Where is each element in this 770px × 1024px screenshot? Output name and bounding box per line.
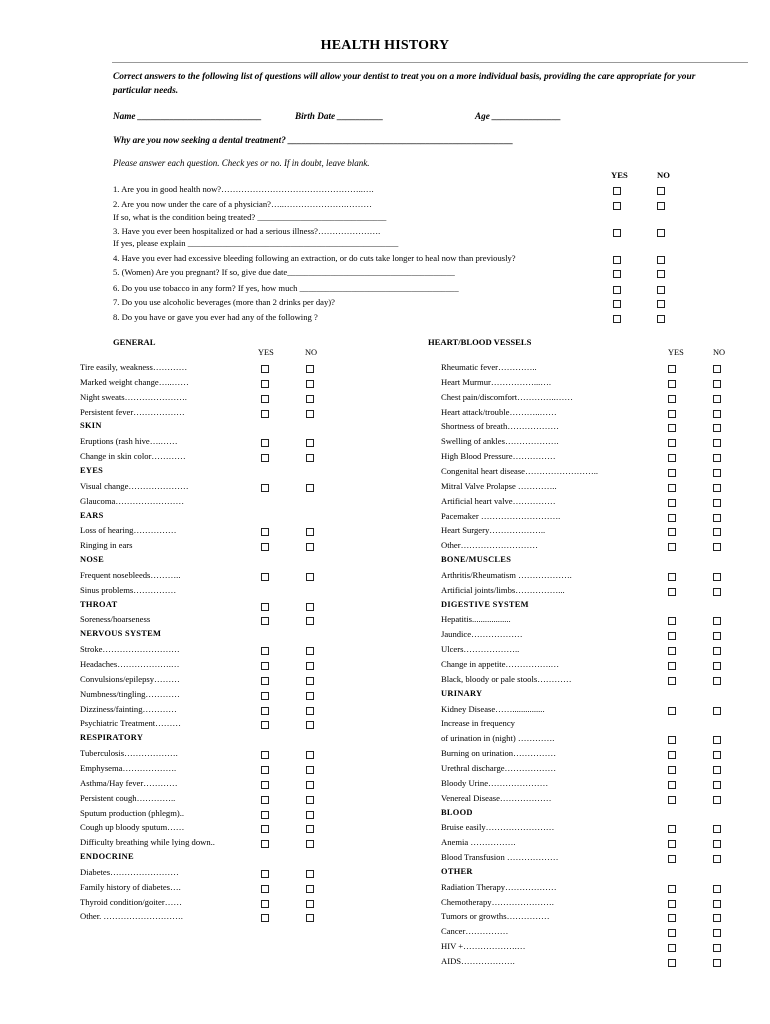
yes-checkbox[interactable]	[613, 256, 621, 264]
no-checkbox[interactable]	[657, 229, 665, 237]
no-checkbox[interactable]	[306, 870, 314, 878]
no-checkbox[interactable]	[713, 885, 721, 893]
condition-label: Rheumatic fever…………..	[441, 362, 537, 372]
no-checkbox[interactable]	[713, 707, 721, 715]
condition-label: Pacemaker ……………………….	[441, 510, 561, 521]
condition-label: AIDS……………….	[441, 956, 515, 966]
question-text: 6. Do you use tobacco in any form? If yes, how much _____________________________________	[113, 283, 459, 293]
no-checkbox[interactable]	[713, 410, 721, 418]
yes-checkbox[interactable]	[668, 914, 676, 922]
yes-checkbox[interactable]	[261, 380, 269, 388]
no-checkbox[interactable]	[306, 781, 314, 789]
no-checkbox[interactable]	[306, 410, 314, 418]
left-no-header: NO	[305, 348, 318, 357]
condition-label: High Blood Pressure……………	[441, 451, 556, 462]
no-checkbox[interactable]	[713, 573, 721, 581]
condition-label: Venereal Disease………………	[441, 792, 552, 803]
section-heading: NERVOUS SYSTEM	[80, 629, 162, 639]
no-checkbox[interactable]	[713, 365, 721, 373]
yes-checkbox[interactable]	[668, 959, 676, 967]
no-checkbox[interactable]	[713, 855, 721, 863]
section-heading: BONE/MUSCLES	[441, 555, 512, 565]
yes-checkbox[interactable]	[261, 365, 269, 373]
section-heading: THROAT	[80, 599, 118, 609]
condition-label: Psychiatric Treatment………	[80, 718, 181, 729]
no-checkbox[interactable]	[713, 647, 721, 655]
yes-checkbox[interactable]	[668, 751, 676, 759]
section-heading: NOSE	[80, 555, 105, 565]
section-heading: DIGESTIVE SYSTEM	[441, 599, 529, 609]
heart-heading: HEART/BLOOD VESSELS	[428, 337, 532, 347]
no-checkbox[interactable]	[306, 454, 314, 462]
no-checkbox[interactable]	[306, 707, 314, 715]
yes-checkbox[interactable]	[668, 543, 676, 551]
page-title: HEALTH HISTORY	[320, 38, 450, 53]
yes-checkbox[interactable]	[668, 424, 676, 432]
no-checkbox[interactable]	[713, 617, 721, 625]
no-checkbox[interactable]	[713, 528, 721, 536]
no-checkbox[interactable]	[306, 439, 314, 447]
condition-label: Cancer……………	[441, 926, 509, 937]
condition-label: Emphysema……………….	[80, 762, 177, 773]
section-heading: BLOOD	[441, 807, 473, 817]
yes-checkbox[interactable]	[261, 766, 269, 774]
no-checkbox[interactable]	[713, 677, 721, 685]
condition-label: Heart Murmur……………...….	[441, 376, 552, 387]
question-text: 5. (Women) Are you pregnant? If so, give due date_______________________________________	[113, 267, 455, 277]
question-text: 8. Do you have or gave you ever had any of the following ?	[113, 312, 318, 322]
yes-checkbox[interactable]	[261, 410, 269, 418]
condition-label: Difficulty breathing while lying down..	[80, 837, 215, 848]
condition-label: Hepatitis..................	[441, 614, 511, 625]
no-checkbox[interactable]	[657, 256, 665, 264]
condition-label: Family history of diabetes….	[80, 881, 181, 892]
no-checkbox[interactable]	[306, 766, 314, 774]
yes-header: YES	[611, 170, 628, 180]
condition-label: Ringing in ears	[80, 540, 133, 551]
no-checkbox[interactable]	[713, 751, 721, 759]
yes-checkbox[interactable]	[261, 543, 269, 551]
no-checkbox[interactable]	[713, 395, 721, 403]
condition-label: Radiation Therapy………………	[441, 881, 557, 892]
no-checkbox[interactable]	[713, 484, 721, 492]
yes-checkbox[interactable]	[668, 632, 676, 640]
yes-checkbox[interactable]	[668, 410, 676, 418]
no-checkbox[interactable]	[306, 543, 314, 551]
section-heading: EARS	[80, 510, 104, 520]
no-checkbox[interactable]	[306, 365, 314, 373]
no-checkbox[interactable]	[713, 632, 721, 640]
no-checkbox[interactable]	[306, 825, 314, 833]
no-checkbox[interactable]	[713, 736, 721, 744]
no-checkbox[interactable]	[657, 270, 665, 278]
yes-checkbox[interactable]	[668, 855, 676, 863]
no-header: NO	[657, 170, 670, 180]
no-checkbox[interactable]	[306, 528, 314, 536]
condition-label: Bloody Urine…………………	[441, 777, 549, 788]
condition-label: Frequent nosebleeds………..	[80, 569, 181, 580]
yes-checkbox[interactable]	[668, 469, 676, 477]
question-text: 1. Are you in good health now?…………………………………………..….	[113, 184, 374, 194]
yes-checkbox[interactable]	[261, 454, 269, 462]
condition-label: Anemia …………….	[441, 837, 516, 848]
condition-label: Tumors or growths……………	[441, 911, 550, 922]
yes-checkbox[interactable]	[261, 573, 269, 581]
condition-label: Black, bloody or pale stools…………	[441, 673, 572, 684]
yes-checkbox[interactable]	[261, 647, 269, 655]
question-text: 3. Have you ever been hospitalized or had a serious illness?………………….	[113, 226, 381, 236]
instructions-text: Please answer each question. Check yes or no. If in doubt, leave blank.	[113, 158, 370, 168]
section-heading: EYES	[80, 465, 104, 475]
condition-label: Other………………………	[441, 540, 538, 551]
no-checkbox[interactable]	[306, 914, 314, 922]
yes-checkbox[interactable]	[668, 647, 676, 655]
condition-label: Sinus problems……………	[80, 584, 177, 595]
yes-checkbox[interactable]	[261, 796, 269, 804]
yes-checkbox[interactable]	[261, 840, 269, 848]
no-checkbox[interactable]	[713, 380, 721, 388]
yes-checkbox[interactable]	[668, 736, 676, 744]
yes-checkbox[interactable]	[668, 365, 676, 373]
condition-label: HIV +……………….…	[441, 941, 526, 952]
question-text: 2. Are you now under the care of a physician?…..………………….………	[113, 199, 372, 209]
no-checkbox[interactable]	[306, 751, 314, 759]
condition-label: Heart Surgery………………..	[441, 525, 546, 536]
no-checkbox[interactable]	[306, 603, 314, 611]
question-text: 7. Do you use alcoholic beverages (more than 2 drinks per day)?	[113, 297, 335, 307]
age-field[interactable]: Age _______________	[475, 111, 562, 121]
yes-checkbox[interactable]	[261, 811, 269, 819]
yes-checkbox[interactable]	[668, 439, 676, 447]
yes-checkbox[interactable]	[668, 395, 676, 403]
yes-checkbox[interactable]	[261, 439, 269, 447]
yes-checkbox[interactable]	[668, 617, 676, 625]
condition-label: Glaucoma……………………	[80, 495, 185, 506]
no-checkbox[interactable]	[713, 424, 721, 432]
condition-label: Shortness of breath………………	[441, 421, 559, 432]
condition-label: Heart attack/trouble………..……	[441, 406, 557, 417]
condition-label: Burning on urination……………	[441, 748, 557, 759]
condition-label: Asthma/Hay fever…………	[80, 777, 178, 788]
no-checkbox[interactable]	[306, 647, 314, 655]
yes-checkbox[interactable]	[261, 914, 269, 922]
no-checkbox[interactable]	[306, 662, 314, 670]
condition-label: Thyroid condition/goiter……	[80, 896, 182, 907]
yes-checkbox[interactable]	[261, 484, 269, 492]
no-checkbox[interactable]	[713, 588, 721, 596]
yes-checkbox[interactable]	[668, 885, 676, 893]
no-checkbox[interactable]	[306, 900, 314, 908]
no-checkbox[interactable]	[306, 573, 314, 581]
yes-checkbox[interactable]	[668, 484, 676, 492]
condition-label: Soreness/hoarseness	[80, 614, 151, 625]
condition-label: Artificial heart valve……………	[441, 495, 556, 506]
condition-label: Stroke………………………	[80, 644, 180, 655]
no-checkbox[interactable]	[713, 914, 721, 922]
no-checkbox[interactable]	[713, 662, 721, 670]
yes-checkbox[interactable]	[261, 870, 269, 878]
condition-label: Mitral Valve Prolapse …………..	[441, 480, 557, 491]
condition-label: Tire easily, weakness…………	[80, 362, 188, 372]
no-checkbox[interactable]	[306, 677, 314, 685]
no-checkbox[interactable]	[306, 692, 314, 700]
condition-label: Kidney Disease……...............	[441, 703, 545, 714]
yes-checkbox[interactable]	[261, 528, 269, 536]
condition-label: Dizziness/fainting…………	[80, 703, 177, 714]
yes-checkbox[interactable]	[261, 707, 269, 715]
no-checkbox[interactable]	[713, 781, 721, 789]
yes-checkbox[interactable]	[261, 721, 269, 729]
no-checkbox[interactable]	[306, 395, 314, 403]
yes-checkbox[interactable]	[668, 900, 676, 908]
condition-label: Swelling of ankles……………….	[441, 436, 559, 447]
no-checkbox[interactable]	[713, 959, 721, 967]
yes-checkbox[interactable]	[668, 796, 676, 804]
condition-label: Change in skin color…………	[80, 451, 186, 462]
condition-label: Ulcers………………..	[441, 644, 520, 655]
yes-checkbox[interactable]	[668, 588, 676, 596]
no-checkbox[interactable]	[713, 439, 721, 447]
left-yes-header: YES	[258, 348, 274, 357]
section-heading: RESPIRATORY	[80, 733, 144, 743]
condition-label: Chemotherapy………………….	[441, 896, 554, 907]
section-heading: URINARY	[441, 688, 483, 698]
right-yes-header: YES	[668, 348, 684, 357]
no-checkbox[interactable]	[306, 484, 314, 492]
no-checkbox[interactable]	[713, 796, 721, 804]
no-checkbox[interactable]	[713, 514, 721, 522]
yes-checkbox[interactable]	[261, 603, 269, 611]
yes-checkbox[interactable]	[613, 202, 621, 210]
no-checkbox[interactable]	[306, 811, 314, 819]
no-checkbox[interactable]	[713, 766, 721, 774]
condition-label: Blood Transfusion ………………	[441, 852, 559, 863]
yes-checkbox[interactable]	[668, 766, 676, 774]
question-text: If yes, please explain _________________________________________________	[113, 238, 399, 248]
condition-label: Arthritis/Rheumatism ……………….	[441, 569, 572, 580]
section-heading: SKIN	[80, 421, 102, 431]
yes-checkbox[interactable]	[261, 751, 269, 759]
no-checkbox[interactable]	[306, 380, 314, 388]
yes-checkbox[interactable]	[261, 617, 269, 625]
birth-date-field[interactable]: Birth Date __________	[295, 111, 384, 121]
condition-label: Visual change…………………	[80, 480, 189, 491]
no-checkbox[interactable]	[713, 469, 721, 477]
yes-checkbox[interactable]	[261, 900, 269, 908]
yes-checkbox[interactable]	[668, 840, 676, 848]
no-checkbox[interactable]	[306, 617, 314, 625]
right-no-header: NO	[713, 348, 726, 357]
no-checkbox[interactable]	[713, 454, 721, 462]
yes-checkbox[interactable]	[613, 286, 621, 294]
intro-text: Correct answers to the following list of questions will allow your dentist to treat you on a more individual basis, providing the care appropriate for your particular needs.	[113, 72, 696, 96]
section-heading: OTHER	[441, 866, 473, 876]
no-checkbox[interactable]	[306, 840, 314, 848]
condition-label: Sputum production (phlegm)..	[80, 807, 185, 818]
question-text: If so, what is the condition being treated? ______________________________	[113, 212, 387, 222]
no-checkbox[interactable]	[306, 796, 314, 804]
section-heading: ENDOCRINE	[80, 852, 134, 862]
condition-label: Convulsions/epilepsy………	[80, 673, 180, 684]
condition-label: Cough up bloody sputum……	[80, 822, 185, 833]
yes-checkbox[interactable]	[613, 270, 621, 278]
yes-checkbox[interactable]	[613, 315, 621, 323]
yes-checkbox[interactable]	[668, 677, 676, 685]
general-heading: GENERAL	[113, 337, 156, 347]
condition-label: Other. ……………………….	[80, 911, 183, 922]
condition-label: Eruptions (rash hive….……	[80, 436, 178, 447]
yes-checkbox[interactable]	[668, 929, 676, 937]
no-checkbox[interactable]	[713, 929, 721, 937]
condition-label: Artificial joints/limbs……………...	[441, 584, 565, 595]
no-checkbox[interactable]	[657, 286, 665, 294]
no-checkbox[interactable]	[657, 202, 665, 210]
condition-label: Increase in frequency	[441, 718, 515, 729]
no-checkbox[interactable]	[713, 825, 721, 833]
condition-label: Persistent cough…………..	[80, 792, 176, 803]
no-checkbox[interactable]	[713, 944, 721, 952]
no-checkbox[interactable]	[657, 300, 665, 308]
condition-label: Persistent fever………………	[80, 406, 185, 417]
condition-label: Numbness/tingling…………	[80, 688, 180, 699]
no-checkbox[interactable]	[713, 840, 721, 848]
no-checkbox[interactable]	[713, 900, 721, 908]
no-checkbox[interactable]	[657, 187, 665, 195]
no-checkbox[interactable]	[657, 315, 665, 323]
condition-label: Tuberculosis……………….	[80, 748, 178, 759]
yes-checkbox[interactable]	[261, 692, 269, 700]
no-checkbox[interactable]	[713, 543, 721, 551]
question-text: 4. Have you ever had excessive bleeding following an extraction, or do cuts take longer to heal now than previously?	[113, 253, 516, 263]
condition-label: Change in appetite…………….…	[441, 659, 560, 669]
yes-checkbox[interactable]	[668, 662, 676, 670]
no-checkbox[interactable]	[306, 721, 314, 729]
yes-checkbox[interactable]	[613, 300, 621, 308]
yes-checkbox[interactable]	[668, 514, 676, 522]
yes-checkbox[interactable]	[668, 454, 676, 462]
yes-checkbox[interactable]	[261, 885, 269, 893]
yes-checkbox[interactable]	[668, 825, 676, 833]
yes-checkbox[interactable]	[668, 781, 676, 789]
yes-checkbox[interactable]	[668, 944, 676, 952]
no-checkbox[interactable]	[306, 885, 314, 893]
yes-checkbox[interactable]	[261, 825, 269, 833]
condition-label: Headaches……………….…	[80, 659, 180, 669]
yes-checkbox[interactable]	[261, 395, 269, 403]
reason-field[interactable]: Why are you now seeking a dental treatment? _________________________________________________	[113, 135, 514, 145]
condition-label: Congenital heart disease……………………..	[441, 465, 599, 476]
name-field[interactable]: Name ___________________________	[113, 111, 262, 121]
condition-label: of urination in (night) ………….	[441, 733, 555, 744]
yes-checkbox[interactable]	[613, 187, 621, 195]
title-rule	[112, 62, 748, 63]
condition-label: Jaundice………………	[441, 629, 523, 640]
condition-label: Marked weight change…..……	[80, 376, 189, 387]
condition-label: Bruise easily……………………	[441, 822, 555, 833]
condition-label: Loss of hearing……………	[80, 525, 177, 536]
yes-checkbox[interactable]	[613, 229, 621, 237]
yes-checkbox[interactable]	[261, 662, 269, 670]
yes-checkbox[interactable]	[668, 573, 676, 581]
yes-checkbox[interactable]	[261, 781, 269, 789]
condition-label: Diabetes……………………	[80, 866, 179, 877]
condition-label: Night sweats………………….	[80, 391, 187, 402]
yes-checkbox[interactable]	[261, 677, 269, 685]
condition-label: Chest pain/discomfort…………..……	[441, 391, 573, 402]
yes-checkbox[interactable]	[668, 528, 676, 536]
yes-checkbox[interactable]	[668, 499, 676, 507]
condition-label: Urethral discharge………………	[441, 762, 557, 773]
no-checkbox[interactable]	[713, 499, 721, 507]
yes-checkbox[interactable]	[668, 380, 676, 388]
yes-checkbox[interactable]	[668, 707, 676, 715]
